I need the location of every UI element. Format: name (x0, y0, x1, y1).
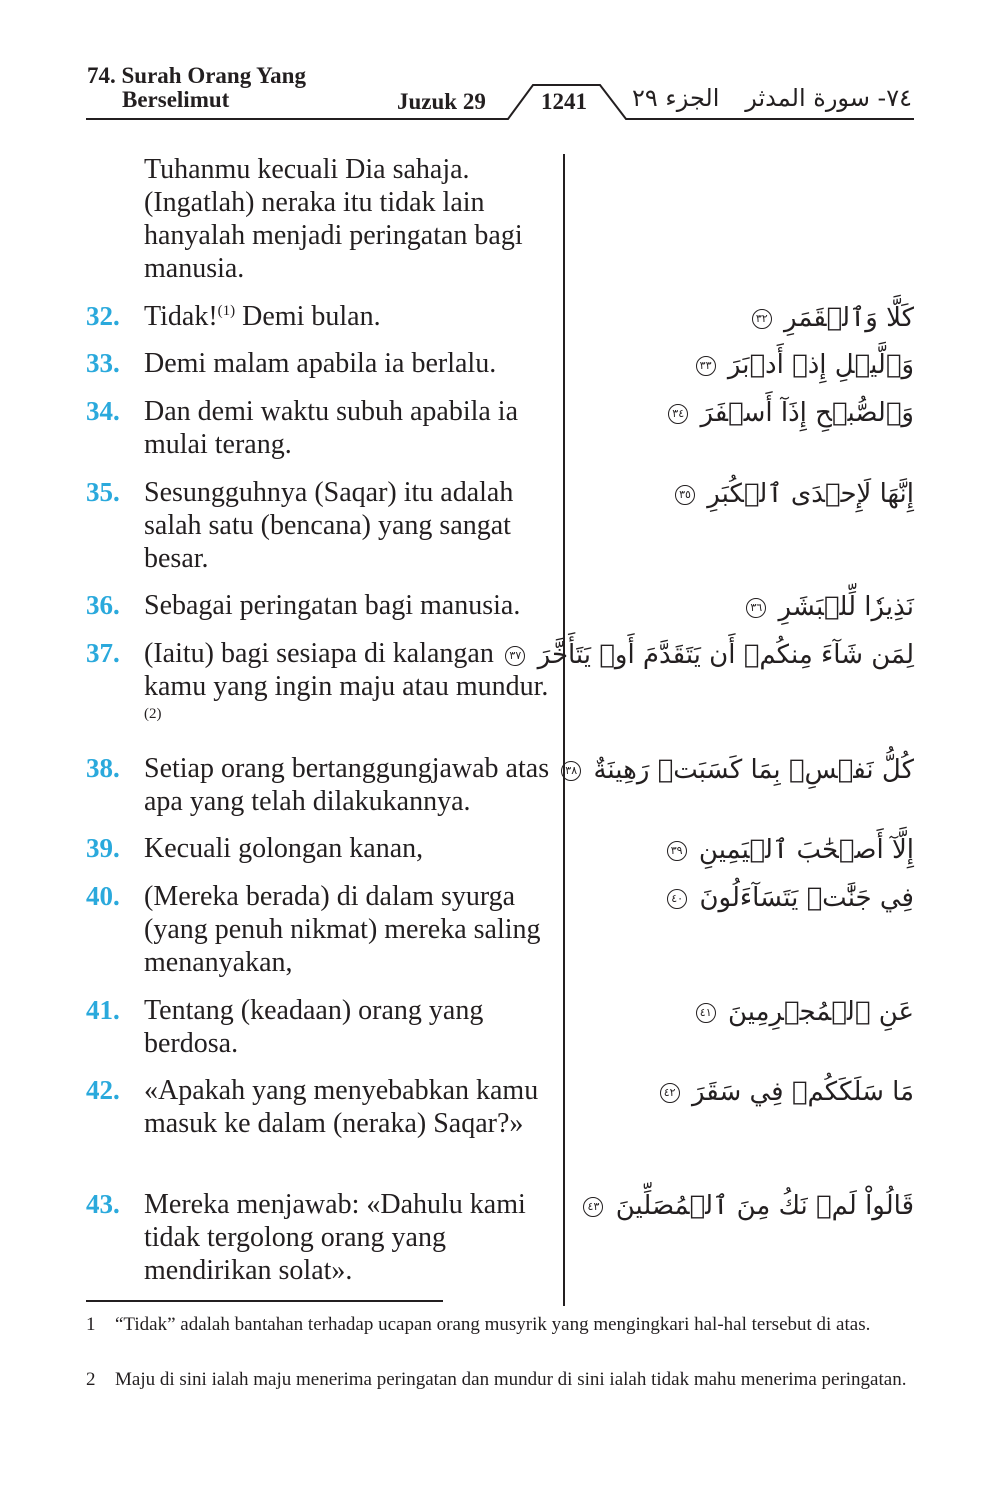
verse-number: 36. (86, 590, 120, 620)
footnote-2 (86, 1367, 914, 1392)
arabic-verse: قَالُواْ لَمۡ نَكُ مِنَ ٱلۡمُصَلِّينَ ٤٣ (583, 1188, 914, 1224)
surah-title-line2: Berselimut (122, 87, 230, 112)
arabic-verse: إِلَّآ أَصۡحَٰبَ ٱلۡيَمِينِ ٣٩ (667, 832, 914, 868)
verse-end-marker: ٣٣ (696, 356, 716, 376)
verse-text: (Iaitu) bagi sesiapa di kalangan kamu yang ingin maju atau mundur.$^{(2)}$ (144, 638, 549, 722)
verse-number: 43. (86, 1189, 120, 1219)
verse-text: Tuhanmu kecuali Dia sahaja. (Ingatlah) neraka itu tidak lain hanyalah menjadi peringatan bagi manusia. (144, 154, 523, 284)
verse-text: Dan demi waktu subuh apabila ia mulai terang. (144, 396, 519, 460)
verse-text: Kecuali golongan kanan, (144, 833, 424, 864)
verse-number: 38. (86, 753, 120, 783)
verse-text: Tentang (keadaan) orang yang berdosa. (144, 995, 484, 1059)
verse-number: 34. (86, 396, 120, 426)
arabic-verse: كُلُّ نَفۡسِۢ بِمَا كَسَبَتۡ رَهِينَةٌ ٣٨ (561, 752, 914, 788)
verse-end-marker: ٣٢ (752, 309, 772, 329)
verse-number: 32. (86, 301, 120, 331)
surah-title (87, 64, 306, 112)
arabic-verse: وَٱلَّيۡلِ إِذۡ أَدۡبَرَ ٣٣ (696, 347, 914, 383)
arabic-surah-title: ٧٤- سورة المدثر (745, 84, 912, 112)
verse-text: Sebagai peringatan bagi manusia. (144, 590, 521, 621)
verse-end-marker: ٣٦ (746, 598, 766, 618)
arabic-verse: وَٱلصُّبۡحِ إِذَآ أَسۡفَرَ ٣٤ (668, 395, 914, 431)
verse-end-marker: ٤٠ (667, 889, 687, 909)
verse-text: Demi malam apabila ia berlalu. (144, 348, 497, 379)
verse-end-marker: ٣٧ (505, 646, 525, 666)
arabic-verse: كَلَّا وَٱلۡقَمَرِ ٣٢ (752, 300, 914, 336)
verse-end-marker: ٤١ (696, 1003, 716, 1023)
verse-number: 42. (86, 1075, 120, 1105)
verse-end-marker: ٣٩ (667, 841, 687, 861)
verse-text: Setiap orang bertanggungjawab atas apa yang telah dilakukannya. (144, 753, 550, 817)
verse-number: 39. (86, 833, 120, 863)
verse-end-marker: ٣٤ (668, 404, 688, 424)
verse-end-marker: ٣٨ (561, 761, 581, 781)
verse-text: Mereka menjawab: «Dahulu kami tidak tergolong orang yang mendirikan solat». (144, 1189, 526, 1286)
verse-text: Tidak!$^{(1)}$ Demi bulan. (144, 301, 381, 332)
verse-end-marker: ٤٣ (583, 1197, 603, 1217)
verse-number: 41. (86, 995, 120, 1025)
arabic-verse: لِمَن شَآءَ مِنكُمۡ أَن يَتَقَدَّمَ أَوۡ يَتَأَخَّرَ ٣٧ (505, 637, 914, 673)
verse-number: 40. (86, 881, 120, 911)
verse-number: 33. (86, 348, 120, 378)
verse-number: 35. (86, 477, 120, 507)
verse-number: 37. (86, 638, 120, 668)
verse-text: «Apakah yang menyebabkan kamu masuk ke dalam (neraka) Saqar?» (144, 1075, 539, 1139)
arabic-verse: عَنِ ٱلۡمُجۡرِمِينَ ٤١ (696, 994, 914, 1030)
footnote-text: “Tidak” adalah bantahan terhadap ucapan orang musyrik yang mengingkari hal-hal tersebut di atas. (115, 1314, 871, 1335)
footnote-number: 1 (86, 1314, 96, 1335)
arabic-verse: مَا سَلَكَكُمۡ فِي سَقَرَ ٤٢ (660, 1074, 914, 1110)
arabic-verse: نَذِيرٗا لِّلۡبَشَرِ ٣٦ (746, 589, 914, 625)
footnote-rule (86, 1300, 443, 1302)
footnote-ref[interactable]: (1) (217, 303, 236, 319)
footnote-number: 2 (86, 1369, 96, 1390)
arabic-verse: إِنَّهَا لَإِحۡدَى ٱلۡكُبَرِ ٣٥ (675, 476, 914, 512)
verse-end-marker: ٤٢ (660, 1083, 680, 1103)
column-divider (563, 154, 565, 1306)
footnote-ref[interactable]: (2) (144, 706, 162, 722)
arabic-juz-label: الجزء ٢٩ (632, 84, 720, 112)
page-number: 1241 (541, 89, 587, 114)
arabic-verse: فِي جَنَّٰتٖ يَتَسَآءَلُونَ ٤٠ (667, 880, 914, 916)
juz-label: Juzuk 29 (397, 89, 486, 114)
footnote-1 (86, 1312, 914, 1337)
verse-text: (Mereka berada) di dalam syurga (yang penuh nikmat) mereka saling menanyakan, (144, 881, 541, 978)
verse-end-marker: ٣٥ (675, 485, 695, 505)
page-header (0, 0, 1000, 130)
surah-title-line1: 74. Surah Orang Yang (87, 63, 306, 88)
verse-text: Sesungguhnya (Saqar) itu adalah salah satu (bencana) yang sangat besar. (144, 477, 514, 574)
footnote-text: Maju di sini ialah maju menerima peringatan dan mundur di sini ialah tidak mahu menerima peringatan. (115, 1369, 907, 1390)
